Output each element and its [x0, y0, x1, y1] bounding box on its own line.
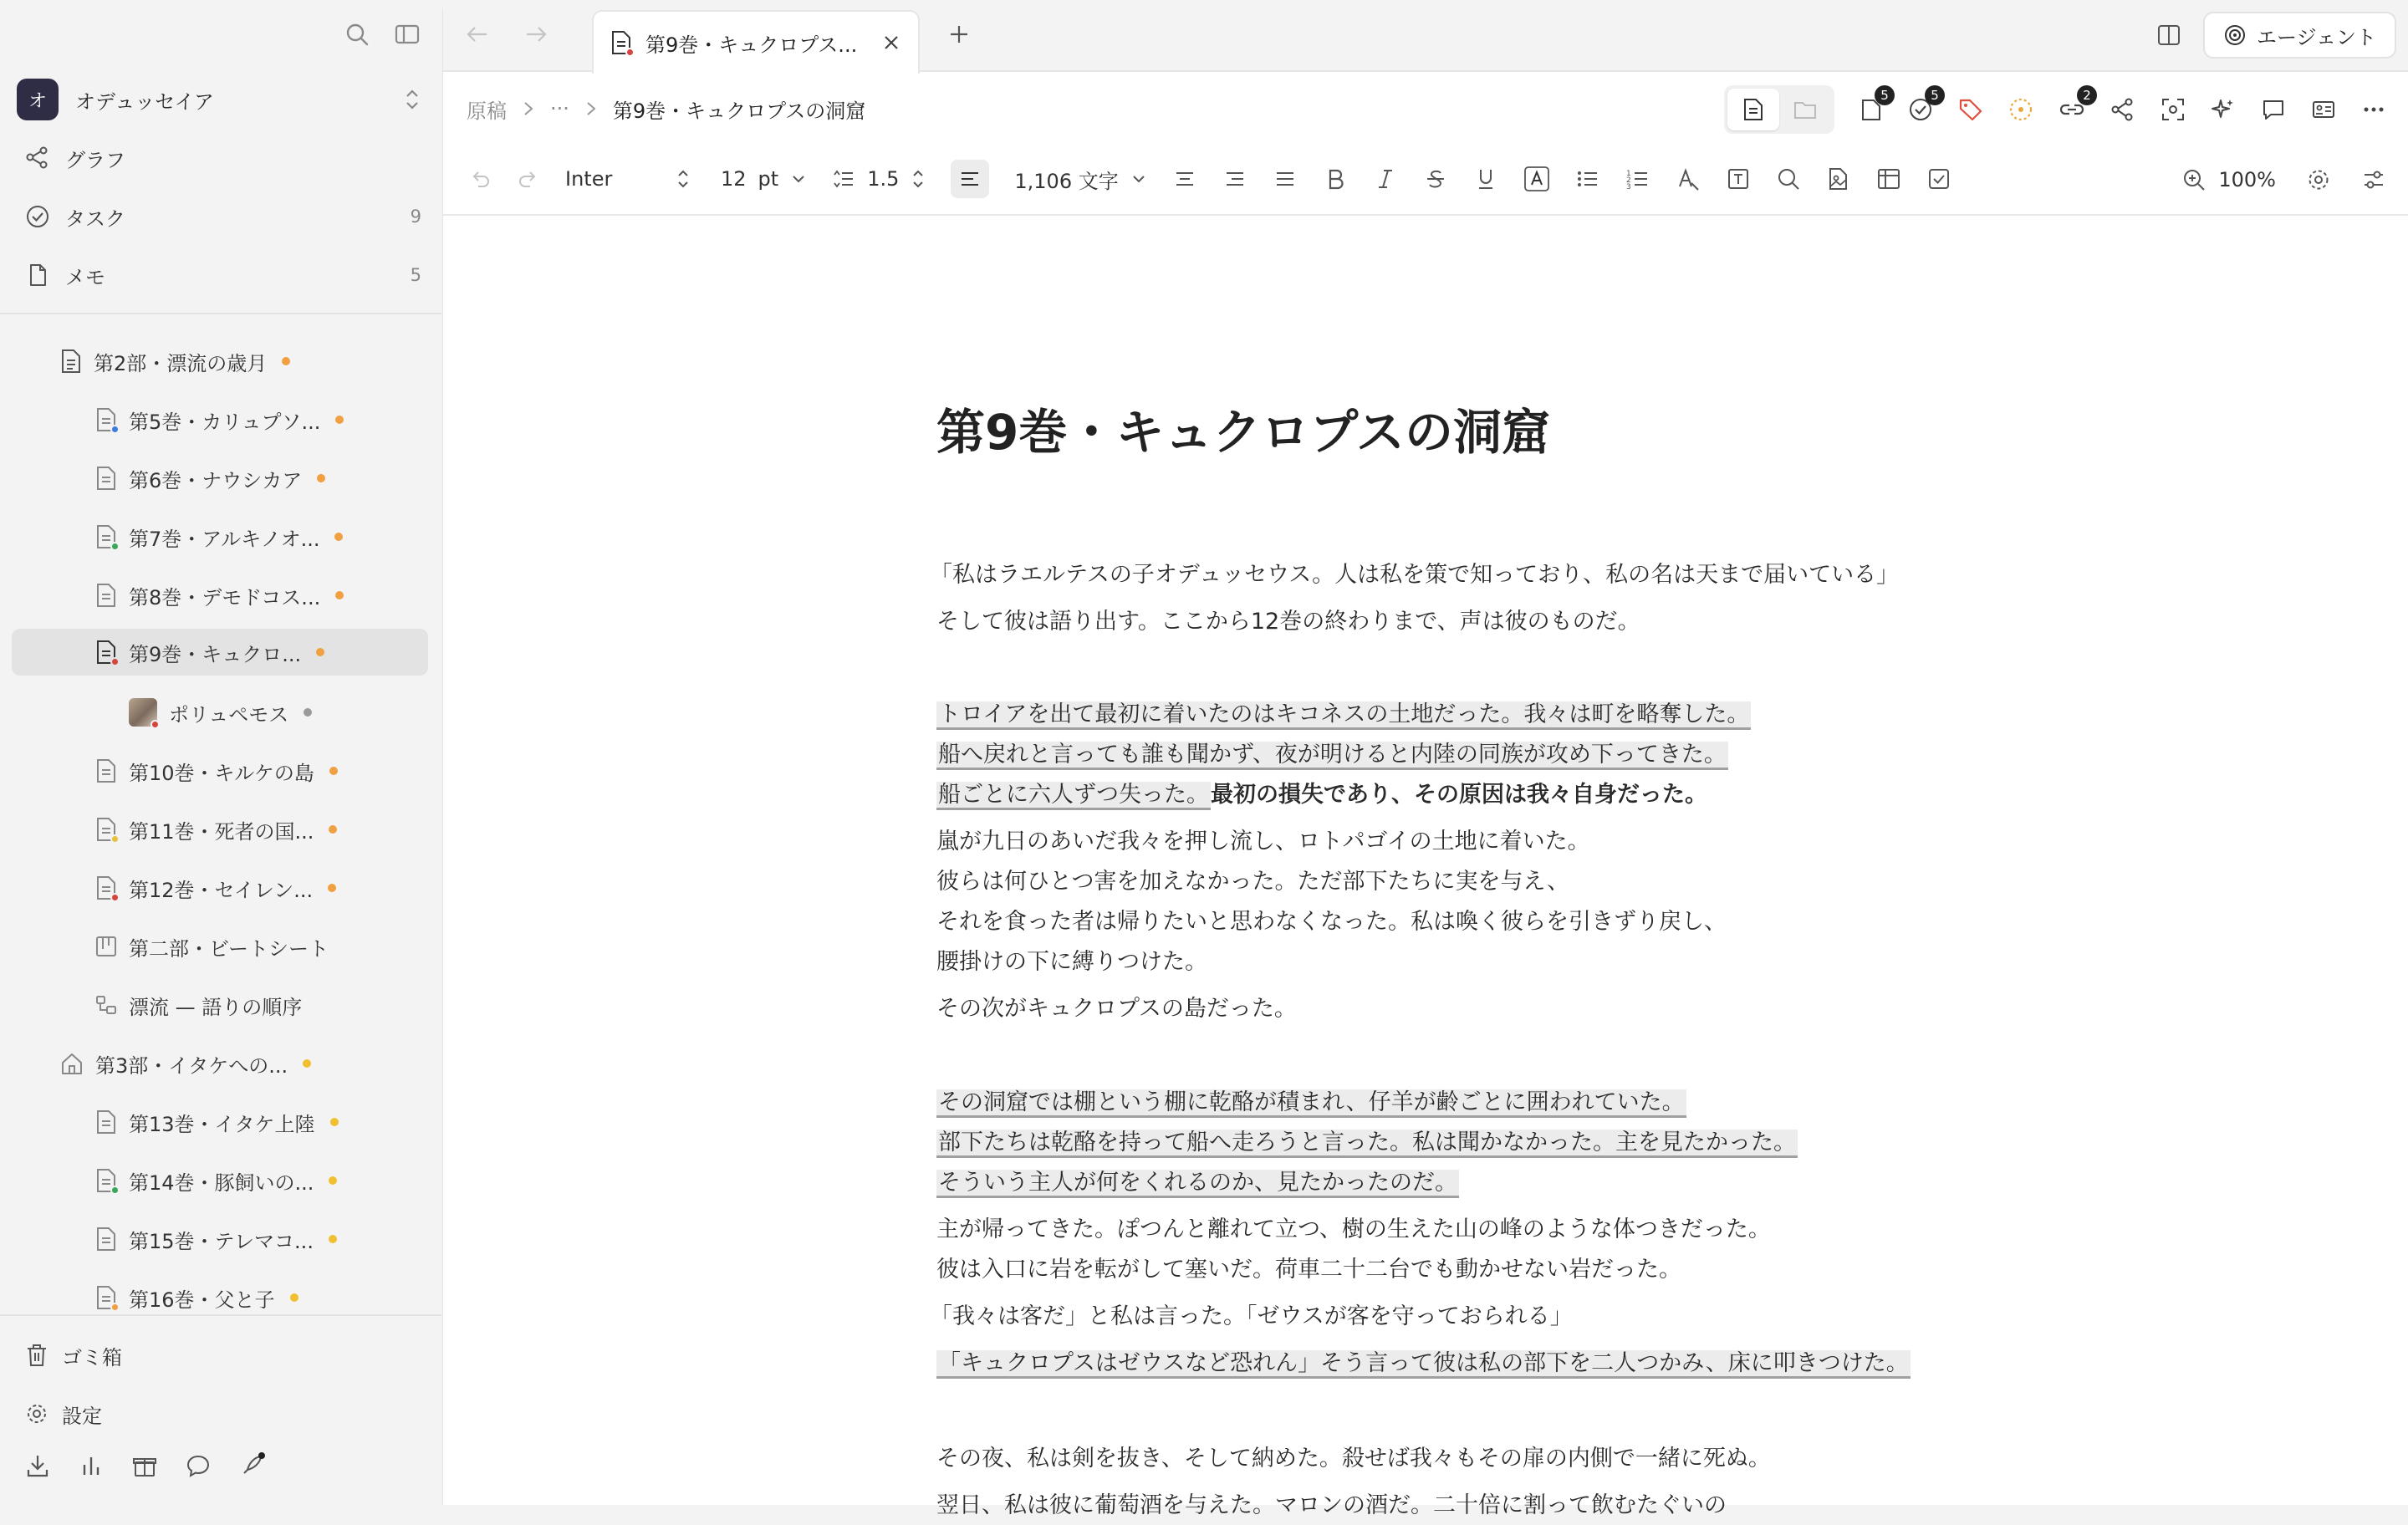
trash-icon — [25, 1343, 48, 1368]
strikethrough-icon[interactable] — [1423, 166, 1448, 191]
linked-docs-count: 5 — [1875, 85, 1895, 105]
tree-item-label: 第二部・ビートシート — [129, 936, 329, 961]
breadcrumb-ellipsis[interactable]: ··· — [550, 97, 569, 120]
status-badge — [110, 893, 120, 902]
forward-arrow-icon[interactable] — [523, 22, 548, 47]
view-mode-toggle — [1724, 85, 1834, 134]
gear-icon[interactable] — [2306, 167, 2331, 192]
paragraph-line[interactable]: 腰掛けの下に縛りつけた。 — [936, 949, 1207, 975]
task-check-icon — [25, 204, 50, 229]
tab-active-document[interactable] — [592, 10, 920, 74]
document-icon — [95, 524, 117, 549]
paragraph[interactable]: そして彼は語り出す。ここから12巻の終わりまで、声は彼のものだ。 — [936, 609, 1640, 635]
tab-title: 第9巻・キュクロプス... — [645, 33, 858, 57]
tree-item-label: 第10巻・キルケの島 — [129, 761, 314, 785]
bold-text[interactable]: 最初の損失であり、その原因は我々自身だった。 — [1211, 782, 1707, 808]
status-badge — [110, 834, 120, 844]
sidebar-divider — [0, 1314, 441, 1316]
tree-item-label: 第5巻・カリュプソ... — [129, 410, 321, 434]
highlighted-line[interactable] — [936, 776, 1707, 814]
highlight[interactable]: そういう主人が何をくれるのか、見たかったのだ。 — [936, 1170, 1459, 1198]
status-dot — [335, 416, 344, 424]
tree-item-book6[interactable] — [95, 455, 325, 502]
align-left-icon[interactable] — [951, 160, 989, 198]
word-count-select[interactable] — [1014, 165, 1146, 194]
breadcrumb — [443, 74, 2408, 144]
tree-item-label: 第6巻・ナウシカア — [129, 468, 303, 492]
redo-icon[interactable] — [517, 167, 540, 191]
line-height-select[interactable] — [832, 167, 926, 191]
document-icon — [95, 817, 117, 842]
tree-item-label: 第12巻・セイレン... — [129, 878, 314, 902]
status-badge — [110, 1186, 120, 1195]
tree-item-label: 第16巻・父と子 — [129, 1288, 275, 1312]
tree-item-label: 第3部・イタケへの... — [95, 1053, 288, 1078]
document-icon — [95, 875, 117, 900]
tree-item-book5[interactable] — [95, 396, 344, 443]
flow-icon — [95, 992, 117, 1018]
highlighted-line[interactable] — [936, 1124, 1798, 1162]
tree-item-book8[interactable] — [95, 572, 344, 619]
workspace-name: オデュッセイア — [75, 89, 214, 114]
focus-scan-icon[interactable] — [2161, 97, 2186, 122]
tree-item-book7[interactable] — [95, 513, 343, 560]
tree-item-label: 第13巻・イタケ上陸 — [129, 1112, 315, 1136]
document-icon — [95, 1227, 117, 1252]
tree-item-book14[interactable] — [95, 1157, 337, 1204]
links-count: 2 — [2077, 85, 2097, 105]
chevron-updown-icon — [403, 87, 421, 112]
status-dot — [282, 357, 290, 365]
status-circle-icon[interactable] — [2008, 97, 2033, 122]
chevron-updown-icon — [911, 167, 926, 191]
highlighted-line[interactable] — [936, 736, 1728, 774]
tree-item-book12[interactable] — [95, 865, 336, 911]
highlight[interactable]: 部下たちは乾酪を持って船へ走ろうと言った。私は聞かなかった。主を見たかった。 — [936, 1130, 1798, 1158]
bullet-list-icon[interactable] — [1575, 166, 1600, 191]
status-dot — [329, 1176, 337, 1185]
zoom-value: 100% — [2218, 168, 2276, 191]
search-icon[interactable] — [344, 22, 370, 47]
paragraph-line[interactable]: それを食った者は帰りたいと思わなくなった。私は喚く彼らを引きずり戻し、 — [936, 909, 1727, 935]
chevron-right-icon — [584, 99, 598, 118]
sidebar-item-label: ゴミ箱 — [62, 1345, 122, 1369]
document-icon — [95, 1109, 117, 1135]
highlight[interactable]: トロイアを出て最初に着いたのはキコネスの土地だった。我々は町を略奪した。 — [936, 701, 1751, 730]
chevron-updown-icon — [676, 167, 691, 191]
note-icon — [25, 263, 50, 288]
chevron-right-icon — [522, 99, 535, 118]
bold-icon[interactable] — [1323, 166, 1348, 191]
linked-docs-icon[interactable] — [1860, 88, 1889, 122]
home-icon — [60, 1051, 84, 1076]
status-dot — [329, 767, 338, 775]
highlight[interactable]: 「キュクロプスはゼウスなど恐れん」そう言って彼は私の部下を二人つかみ、床に叩きつけた。 — [936, 1350, 1911, 1379]
font-size-value: 12 — [721, 167, 747, 191]
tree-item-label: 第2部・漂流の歳月 — [94, 351, 268, 375]
document-view-icon[interactable] — [1727, 89, 1779, 130]
font-family-value: Inter — [565, 167, 613, 191]
table-icon[interactable] — [1876, 166, 1901, 191]
align-center-icon[interactable] — [1172, 166, 1197, 191]
tasks-count: 5 — [1925, 85, 1945, 105]
chevron-down-icon — [790, 171, 807, 187]
tree-item-book13[interactable] — [95, 1099, 339, 1145]
text-color-icon[interactable] — [1523, 166, 1550, 192]
format-toolbar — [443, 144, 2408, 216]
highlighted-line[interactable] — [936, 1344, 1911, 1383]
status-dot — [335, 591, 344, 599]
paragraph[interactable]: その夜、私は剣を抜き、そして納めた。殺せば我々もその扉の内側で一緒に死ぬ。 — [936, 1446, 1771, 1471]
status-dot — [316, 648, 324, 656]
sidebar-item-tasks[interactable] — [25, 196, 421, 237]
document-icon — [95, 466, 117, 491]
text-box-icon[interactable] — [1726, 166, 1751, 191]
tree-item-sequence[interactable] — [95, 982, 302, 1028]
svg-text:3: 3 — [1625, 183, 1631, 191]
download-icon[interactable] — [25, 1453, 50, 1478]
highlight[interactable]: 船ごとに六人ずつ失った。 — [936, 782, 1211, 810]
document-icon — [95, 583, 117, 608]
paragraph[interactable]: 「私はラエルテスの子オデュッセウス。人は私を策で知っており、私の名は天まで届いている」 — [930, 562, 1900, 588]
sidebar-item-trash[interactable] — [25, 1334, 122, 1376]
zoom-control[interactable] — [2181, 167, 2276, 192]
history-nav — [465, 22, 548, 47]
id-card-icon[interactable] — [2311, 97, 2336, 122]
sliders-icon[interactable] — [2361, 167, 2386, 192]
sidebar-top-icons — [344, 22, 420, 47]
sidebar-item-graph[interactable] — [25, 137, 421, 179]
agent-spiral-icon — [2223, 23, 2247, 47]
split-view-icon[interactable] — [2156, 23, 2181, 48]
sidebar-item-label: グラフ — [65, 148, 125, 172]
status-dot — [330, 1118, 339, 1126]
status-badge — [110, 542, 120, 551]
sidebar-item-settings[interactable] — [25, 1393, 102, 1435]
word-count-value: 1,106 文字 — [1014, 169, 1119, 193]
paragraph-line[interactable]: 主が帰ってきた。ぽつんと離れて立つ、樹の生えた山の峰のような体つきだった。 — [936, 1216, 1771, 1242]
rocket-icon[interactable] — [239, 1453, 264, 1478]
workspace-avatar: オ — [17, 79, 59, 120]
paragraph-line[interactable]: 彼らは何ひとつ害を加えなかった。ただ部下たちに実を与え、 — [936, 869, 1570, 895]
sidebar-item-label: メモ — [65, 265, 105, 289]
status-dot — [329, 825, 337, 834]
checkbox-insert-icon[interactable] — [1926, 166, 1951, 191]
document-icon — [95, 758, 117, 783]
main-editor — [443, 0, 2408, 1518]
chevron-down-icon — [1130, 171, 1147, 187]
chat-icon[interactable] — [186, 1453, 211, 1478]
close-icon[interactable] — [881, 33, 901, 53]
find-icon[interactable] — [1776, 166, 1801, 191]
font-size-select[interactable] — [721, 167, 807, 191]
svg-text:1: 1 — [1625, 170, 1631, 178]
status-badge — [150, 720, 160, 729]
tree-item-polyphemus[interactable] — [129, 689, 312, 736]
sidebar-item-notes[interactable] — [25, 254, 421, 296]
line-height-value: 1.5 — [867, 167, 900, 191]
sidebar-item-label: タスク — [65, 207, 125, 231]
board-icon — [95, 934, 117, 959]
tasks-icon[interactable] — [1908, 88, 1939, 122]
sidebar-divider — [0, 313, 441, 314]
document-icon — [95, 640, 117, 665]
tabbar-right — [2156, 12, 2396, 59]
gear-icon — [25, 1402, 48, 1426]
paragraph[interactable]: 「我々は客だ」と私は言った。「ゼウスが客を守っておられる」 — [930, 1303, 1573, 1329]
status-dot — [328, 884, 336, 892]
sidebar-bottom-toolbar — [25, 1453, 264, 1478]
status-dot — [317, 474, 325, 482]
font-size-unit: pt — [758, 167, 779, 191]
tree-item-label: ポリュペモス — [169, 702, 289, 727]
tree-item-label: 漂流 — 語りの順序 — [129, 995, 303, 1019]
link-icon[interactable] — [2059, 88, 2091, 122]
character-thumbnail — [129, 698, 157, 727]
status-dot — [290, 1293, 298, 1302]
zoom-in-icon — [2181, 167, 2206, 192]
document-icon — [610, 30, 632, 55]
sparkle-ai-icon[interactable] — [2211, 97, 2236, 122]
highlight[interactable]: その洞窟では棚という棚に乾酪が積まれ、仔羊が齢ごとに囲われていた。 — [936, 1089, 1686, 1118]
paragraph-line[interactable]: 嵐が九日のあいだ我々を押し流し、ロトパゴイの土地に着いた。 — [936, 829, 1590, 854]
paragraph-line[interactable]: 彼は入口に岩を転がして塞いだ。荷車二十二台でも動かせない岩だった。 — [936, 1257, 1681, 1283]
tree-item-part3[interactable] — [60, 1040, 311, 1087]
status-dot — [304, 708, 312, 717]
document-title[interactable]: 第9巻・キュクロプスの洞窟 — [936, 404, 1551, 461]
sidebar-item-count: 9 — [410, 207, 421, 227]
clear-format-icon[interactable] — [1676, 166, 1701, 191]
paragraph[interactable]: その次がキュクロプスの島だった。 — [936, 996, 1297, 1022]
status-badge — [110, 657, 120, 666]
document-actions — [1724, 85, 2386, 134]
toolbar-right — [2181, 144, 2386, 216]
tree-item-book15[interactable] — [95, 1216, 337, 1262]
status-badge — [625, 48, 635, 57]
new-tab-plus-icon[interactable] — [946, 22, 972, 47]
svg-text:2: 2 — [1625, 176, 1631, 185]
highlighted-line[interactable] — [936, 1164, 1459, 1202]
sidebar-item-label: 設定 — [62, 1404, 102, 1428]
italic-icon[interactable] — [1373, 166, 1398, 191]
gift-icon[interactable] — [132, 1453, 157, 1478]
document-icon — [95, 1285, 117, 1310]
highlighted-line[interactable] — [936, 1084, 1686, 1122]
document-icon — [60, 349, 82, 374]
tree-item-label: 第9巻・キュクロ... — [129, 642, 302, 666]
document-icon — [95, 407, 117, 432]
align-right-icon[interactable] — [1222, 166, 1247, 191]
tree-item-book9[interactable] — [12, 629, 428, 676]
tree-item-label: 第15巻・テレマコ... — [129, 1229, 314, 1253]
tab-bar — [443, 0, 2408, 72]
graph-icon — [25, 145, 50, 171]
tree-item-label: 第8巻・デモドコス... — [129, 585, 321, 609]
stats-icon[interactable] — [79, 1453, 104, 1478]
document-icon — [95, 1168, 117, 1193]
tree-item-part2[interactable] — [60, 338, 290, 385]
tree-item-book10[interactable] — [95, 747, 338, 794]
status-dot — [334, 533, 343, 541]
comment-icon[interactable] — [2261, 97, 2286, 122]
underline-icon[interactable] — [1473, 166, 1498, 191]
tag-icon[interactable] — [1958, 97, 1983, 122]
workspace-switcher[interactable] — [17, 79, 421, 120]
highlighted-line[interactable] — [936, 696, 1751, 734]
more-icon[interactable] — [2361, 97, 2386, 122]
breadcrumb-current: 第9巻・キュクロプスの洞窟 — [612, 99, 866, 123]
agent-button-label: エージェント — [2256, 25, 2376, 49]
tree-item-label: 第11巻・死者の国... — [129, 819, 314, 844]
image-insert-icon[interactable] — [1826, 166, 1851, 191]
breadcrumb-root[interactable]: 原稿 — [467, 99, 507, 123]
tree-item-label: 第14巻・豚飼いの... — [129, 1171, 314, 1195]
status-dot — [303, 1059, 311, 1068]
sidebar-toggle-icon[interactable] — [395, 22, 420, 47]
undo-icon[interactable] — [468, 167, 492, 191]
tree-item-beatsheet[interactable] — [95, 923, 329, 970]
tree-item-label: 第7巻・アルキノオ... — [129, 527, 320, 551]
tree-item-book11[interactable] — [95, 806, 337, 853]
status-badge — [110, 425, 120, 434]
line-height-icon — [832, 167, 855, 191]
agent-button[interactable] — [2203, 12, 2396, 59]
sidebar-item-count: 5 — [410, 265, 421, 285]
graph-icon[interactable] — [2110, 97, 2135, 122]
align-justify-icon[interactable] — [1273, 166, 1298, 191]
status-dot — [329, 1235, 337, 1243]
font-family-select[interactable] — [565, 167, 691, 191]
folder-view-icon[interactable] — [1779, 89, 1831, 130]
highlight[interactable]: 船へ戻れと言っても誰も聞かず、夜が明けると内陸の同族が攻め下ってきた。 — [936, 742, 1728, 770]
status-badge — [110, 1303, 120, 1312]
back-arrow-icon[interactable] — [465, 22, 490, 47]
paragraph[interactable]: 翌日、私は彼に葡萄酒を与えた。マロンの酒だ。二十倍に割って飲むたぐいの — [936, 1492, 1727, 1518]
sidebar — [0, 0, 441, 1505]
numbered-list-icon[interactable] — [1625, 166, 1650, 191]
